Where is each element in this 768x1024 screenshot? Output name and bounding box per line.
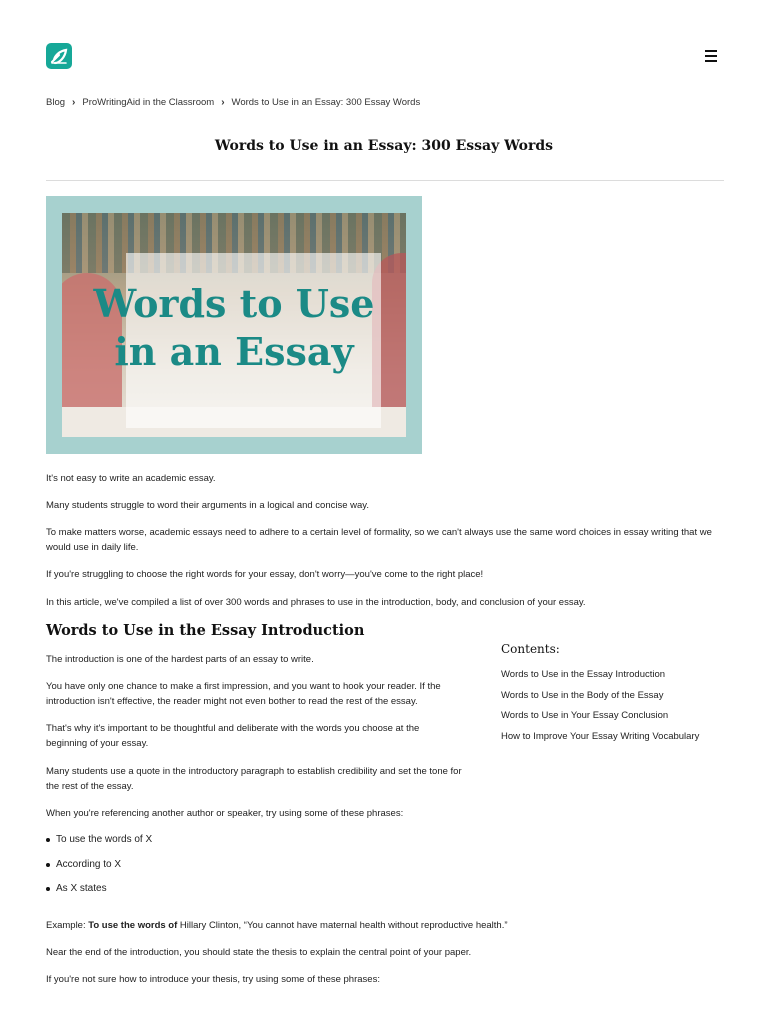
phrase-list (46, 832, 152, 906)
toc-link[interactable]: Words to Use in the Essay Introduction (501, 669, 666, 680)
breadcrumb-current: Words to Use in an Essay: 300 Essay Words (231, 97, 421, 108)
hero-title-line2: in an Essay (114, 329, 354, 374)
section-paragraph: When you're referencing another author or speaker, try using some of these phrases: (46, 808, 404, 819)
chevron-right-icon: › (72, 97, 76, 108)
breadcrumb-blog[interactable]: Blog (46, 97, 66, 108)
toc-link[interactable]: Words to Use in the Body of the Essay (501, 689, 664, 701)
toc-title: Contents: (501, 642, 560, 656)
list-item: As X states (46, 881, 152, 906)
example-bold: To use the words of (88, 920, 178, 931)
breadcrumb-classroom[interactable]: ProWritingAid in the Classroom (82, 97, 215, 108)
feather-pen-icon (46, 43, 72, 69)
table-of-contents (501, 642, 731, 747)
toc-link[interactable]: Words to Use in Your Essay Conclusion (501, 710, 669, 721)
example-paragraph (46, 918, 726, 933)
section-paragraph: If you're not sure how to introduce your thesis, try using some of these phrases: (46, 974, 380, 985)
intro-paragraph: In this article, we've compiled a list of over 300 words and phrases to use in the introduction, body, and conclusion of your essay. (46, 597, 586, 608)
intro-paragraph: If you're struggling to choose the right words for your essay, don't worry—you've come to the right place! (46, 569, 484, 580)
page-title: Words to Use in an Essay: 300 Essay Words (214, 138, 554, 154)
list-item: To use the words of X (46, 832, 152, 857)
intro-paragraph: Many students struggle to word their arguments in a logical and concise way. (46, 500, 369, 511)
section-paragraph: The introduction is one of the hardest parts of an essay to write. (46, 654, 314, 665)
section-heading: Words to Use in the Essay Introduction (46, 622, 365, 639)
section-paragraph: Many students use a quote in the introductory paragraph to establish credibility and set the tone for the rest of the essay. (46, 766, 462, 792)
intro-paragraph: To make matters worse, academic essays need to adhere to a certain level of formality, so we can't always use the same word choices in essay writing that we would use in daily life. (46, 527, 712, 553)
toc-link[interactable]: How to Improve Your Essay Writing Vocabulary (501, 730, 700, 742)
example-rest: Hillary Clinton, “You cannot have maternal health without reproductive health.” (177, 920, 508, 931)
divider (46, 180, 724, 181)
example-prefix: Example: (46, 920, 89, 931)
section-paragraph: You have only one chance to make a first impression, and you want to hook your reader. If the introduction isn't effective, the reader might not even bother to read the rest of the essay. (46, 681, 441, 707)
list-item: According to X (46, 857, 152, 882)
breadcrumb (46, 97, 420, 108)
section-paragraph: Near the end of the introduction, you should state the thesis to explain the central point of your paper. (46, 947, 472, 958)
section-paragraph: That's why it's important to be thoughtful and deliberate with the words you choose at the beginning of your essay. (46, 723, 420, 749)
chevron-right-icon: › (221, 97, 225, 108)
logo[interactable] (46, 43, 72, 69)
intro-paragraph: It's not easy to write an academic essay. (46, 473, 216, 484)
hero-title-line1: Words to Use (93, 281, 375, 326)
hero-title (46, 280, 422, 376)
hamburger-menu-icon[interactable] (705, 50, 721, 64)
